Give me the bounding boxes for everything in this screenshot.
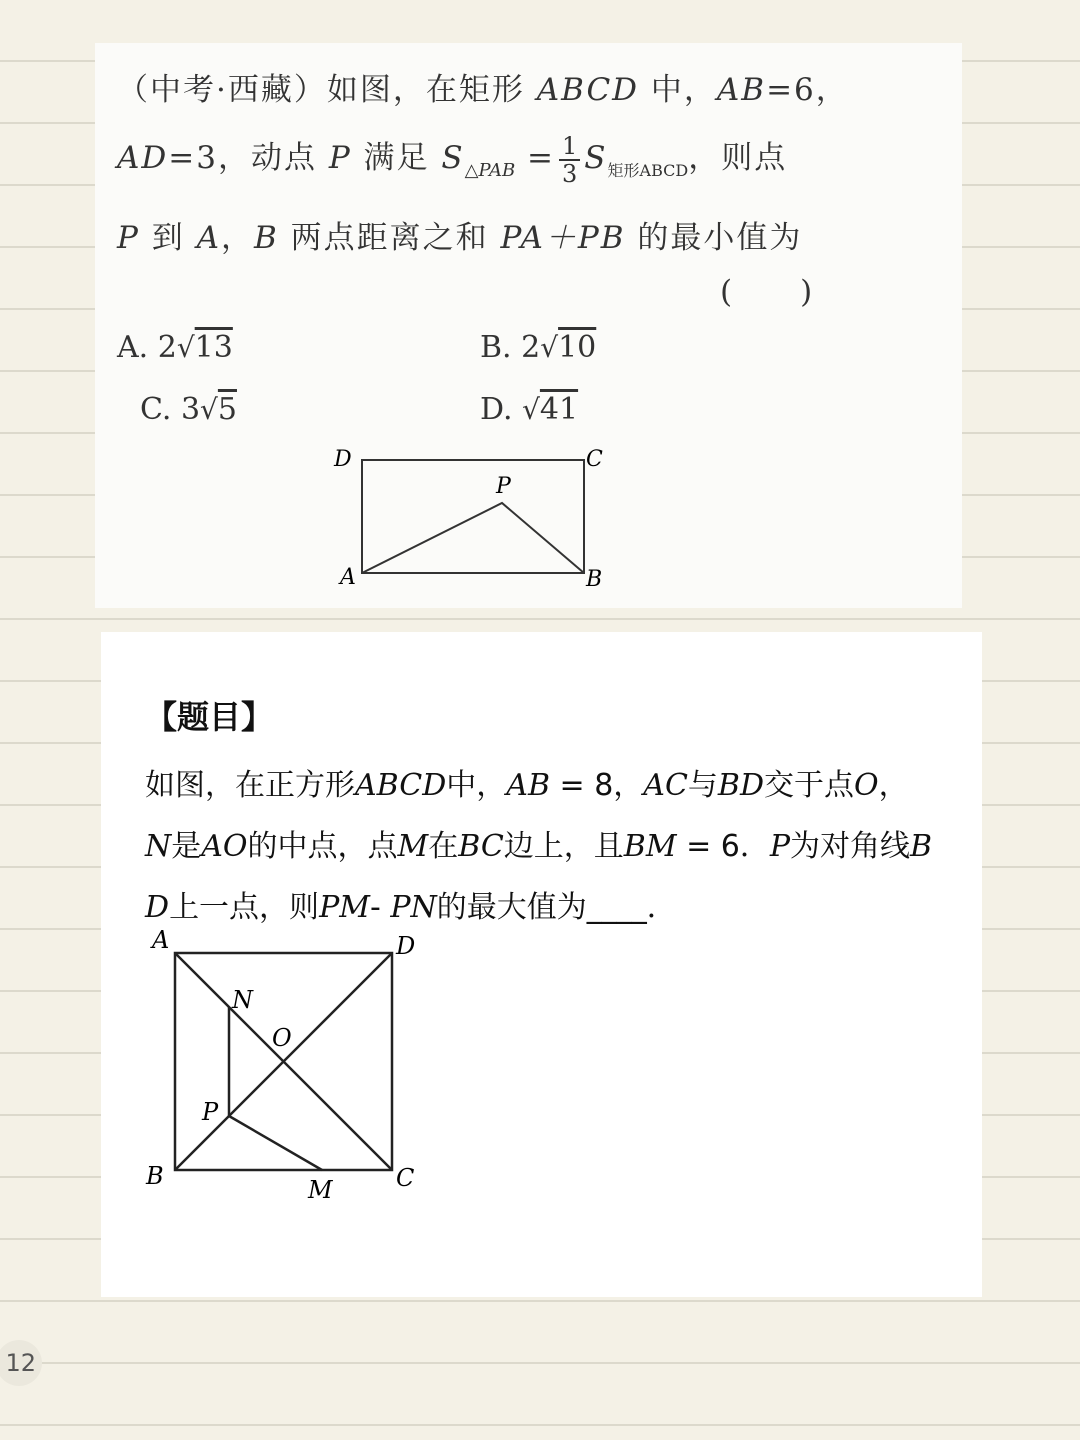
option-c[interactable]: C. 3√5 <box>140 392 237 427</box>
rectangle-figure <box>320 440 620 600</box>
label-m: M <box>308 1176 333 1204</box>
label-c: C <box>396 1164 415 1192</box>
source-text: （中考·西藏）如图，在矩形 <box>117 72 537 108</box>
problem-2-line-2: N是AO的中点，点M在BC边上，且BM = 6．P为对角线B <box>145 829 933 864</box>
option-b[interactable]: B. 2√10 <box>480 330 597 365</box>
problem-2-line-3: D上一点，则PM- PN的最大值为____． <box>145 890 677 925</box>
problem-2-line-1: 如图，在正方形ABCD中，AB = 8，AC与BD交于点O， <box>145 768 909 803</box>
label-d: D <box>334 447 352 472</box>
page-number: 12 <box>0 1340 42 1386</box>
fraction-one-third: $\frac{1}{3}$ <box>559 133 580 187</box>
problem-1-line-3: P 到 A，B 两点距离之和 PA＋PB 的最小值为 <box>117 220 803 256</box>
label-c: C <box>586 447 603 472</box>
segments-pa-pb <box>362 503 584 573</box>
label-b: B <box>146 1162 164 1190</box>
problem-1-line-1: （中考·西藏）如图，在矩形 ABCD 中，AB=6， <box>117 72 849 108</box>
problem-2-heading: 【题目】 <box>145 698 274 736</box>
label-a: A <box>340 565 356 590</box>
problem-1-line-2: AD=3，动点 P 满足 $S_{\triangle PAB}$ = $\frac{1}{3}$ $S_{矩形ABCD}$，则点 <box>117 131 788 188</box>
square-figure <box>140 920 440 1210</box>
label-p: P <box>202 1098 219 1126</box>
label-d: D <box>396 932 416 960</box>
answer-bracket: ( ) <box>720 274 815 310</box>
option-d[interactable]: D. √41 <box>480 392 579 427</box>
segment-pm <box>229 1116 322 1170</box>
label-p: P <box>496 474 511 499</box>
label-n: N <box>232 986 253 1014</box>
label-b: B <box>586 567 603 592</box>
label-a: A <box>152 926 170 954</box>
label-o: O <box>272 1024 292 1052</box>
option-a[interactable]: A. 2√13 <box>117 330 233 365</box>
